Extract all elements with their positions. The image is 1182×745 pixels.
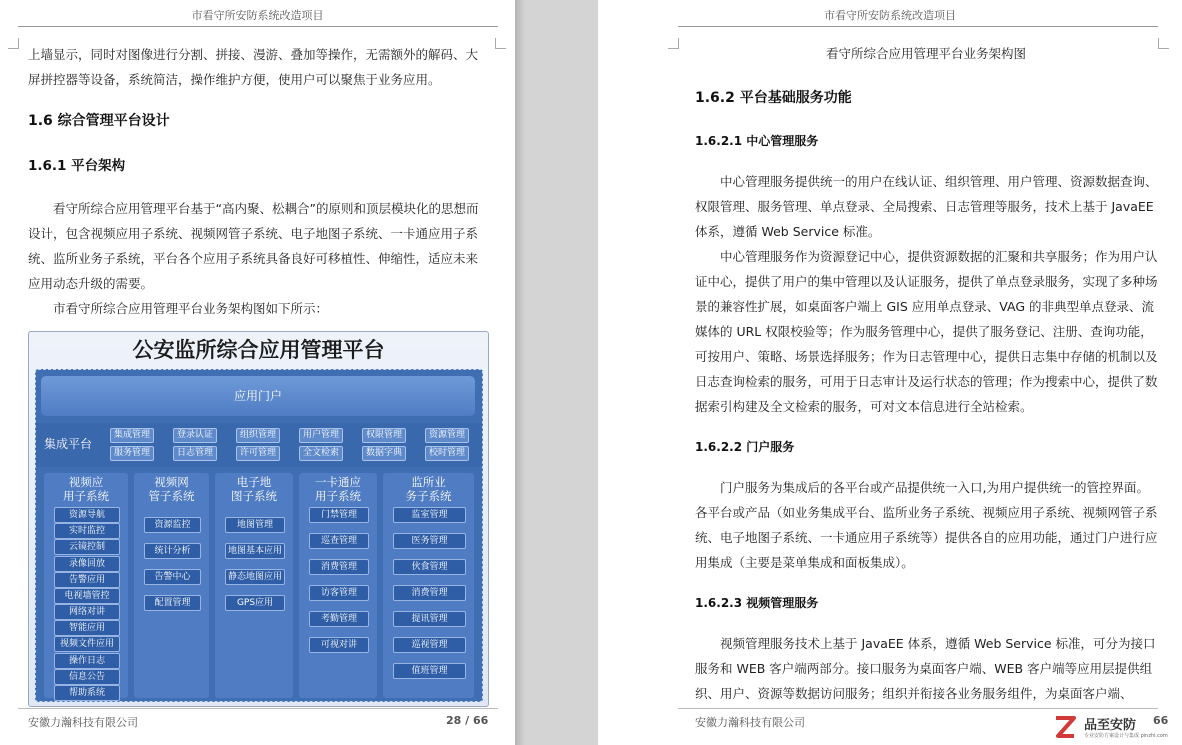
integration-item: 组织管理 [236,428,280,443]
paragraph-architecture: 看守所综合应用管理平台基于“高内聚、松耦合”的原则和顶层模块化的思想而设计，包含视频应用子系统、视频网管子系统、电子地图子系统、一卡通应用子系统、监所业务子系统，平台各个应用子系统具备良好可移植性、伸缩性，适应未来应用动态升级的需要。 [28,201,479,291]
subsystem-item: 网络对讲 [54,604,120,620]
subsystem-title: 监所业 务子系统 [405,475,452,503]
subsystem-item: 配置管理 [144,595,201,611]
paragraph-video: 视频管理服务技术上基于 JavaEE 体系，遵循 Web Service 标准，可分为接口服务和 WEB 客户端两部分。接口服务为桌面客户端、WEB 客户端等应用层提供组织、用户、资源等数据访问服务；组织并衔接各业务服务组件，为桌面客户端、 [695,636,1156,701]
subsystem-item: 可视对讲 [309,637,369,653]
subsystem-item: 监室管理 [393,507,466,523]
integration-item: 许可管理 [236,446,280,461]
subsystem-item: 录像回放 [54,556,120,572]
diagram-body [35,369,483,702]
subsystem-item: 统计分析 [144,543,201,559]
subsystem-item: GPS应用 [225,595,285,611]
subsystem-column [134,473,209,698]
footer-company: 安徽力瀚科技有限公司 [695,716,805,729]
footer-rule [18,708,498,709]
subsystem-item: 消费管理 [393,585,466,601]
integration-item: 用户管理 [299,428,343,443]
page-header: 市看守所安防系统改造项目 [824,9,956,22]
integration-item: 数据字典 [362,446,406,461]
page-gutter [515,0,598,745]
integration-layer [36,423,482,467]
subsystem-item: 值班管理 [393,663,466,679]
crop-mark [1158,38,1169,49]
crop-mark [668,38,679,49]
subsystem-title: 视频网 管子系统 [148,475,195,503]
figure-caption: 看守所综合应用管理平台业务架构图 [825,46,1026,61]
watermark-subtitle: 专业安防方案设计与集成 pinzhi.com [1084,733,1168,739]
subsystem-column [383,473,474,698]
document-page-left [0,0,515,745]
subsystem-item: 信息公告 [54,669,120,685]
heading-1-6-2-3: 1.6.2.3 视频管理服务 [695,596,819,610]
subsystem-item: 访客管理 [309,585,369,601]
subsystem-item: 智能应用 [54,620,120,636]
watermark [1052,712,1178,744]
header-rule [18,26,498,27]
header-rule [678,26,1158,27]
paragraph-center-1: 中心管理服务提供统一的用户在线认证、组织管理、用户管理、资源数据查询、权限管理、服务管理、单点登录、全局搜索、日志管理等服务，技术上基于 JavaEE 体系，遵循 Web Service 标准。 [695,174,1158,239]
crop-mark [495,38,506,49]
integration-item: 集成管理 [110,428,154,443]
integration-item: 资源管理 [425,428,469,443]
subsystem-title: 电子地 图子系统 [231,475,277,503]
diagram-title: 公安监所综合应用管理平台 [132,338,385,362]
paragraph-portal: 门户服务为集成后的各平台或产品提供统一入口,为用户提供统一的管控界面。各平台或产品（如业务集成平台、监所业务子系统、视频应用子系统、视频网管子系统、电子地图子系统、一卡通应用子系统等）提供各自的应用功能，通过门户进行应用集成（主要是菜单集成和面板集成）。 [695,480,1158,570]
heading-1-6-2-2: 1.6.2.2 门户服务 [695,440,795,454]
subsystem-item: 操作日志 [54,653,120,669]
footer-company: 安徽力瀚科技有限公司 [28,716,138,729]
page-number: 28 / 66 [446,714,489,727]
heading-1-6-2: 1.6.2 平台基础服务功能 [695,90,852,106]
subsystem-item: 医务管理 [393,533,466,549]
integration-item: 服务管理 [110,446,154,461]
subsystem-item: 伙食管理 [393,559,466,575]
subsystem-column [299,473,377,698]
subsystem-item: 帮助系统 [54,685,120,701]
integration-item: 日志管理 [173,446,217,461]
footer-rule [678,708,1158,709]
gutter-shadow [515,0,525,745]
page-number: 66 [1153,714,1169,727]
subsystem-item: 消费管理 [309,559,369,575]
subsystem-item: 告警应用 [54,572,120,588]
heading-1-6: 1.6 综合管理平台设计 [28,113,170,129]
integration-item: 登录认证 [173,428,217,443]
subsystem-item: 实时监控 [54,523,120,539]
subsystem-title: 一卡通应 用子系统 [315,475,361,503]
watermark-name: 品至安防 [1084,718,1137,733]
paragraph-figure-intro: 市看守所综合应用管理平台业务架构图如下所示： [53,301,329,316]
subsystem-item: 电视墙管控 [54,588,120,604]
subsystem-item: 考勤管理 [309,611,369,627]
paragraph-intro: 上墙显示，同时对图像进行分割、拼接、漫游、叠加等操作，无需额外的解码、大屏拼控器等设备，系统简洁，操作维护方便，使用户可以聚焦于业务应用。 [28,47,479,87]
subsystem-item: 云镜控制 [54,539,120,555]
subsystem-item: 提讯管理 [393,611,466,627]
subsystem-item: 资源导航 [54,507,120,523]
crop-mark [8,38,19,49]
subsystem-column [215,473,293,698]
subsystem-item: 巡查管理 [309,533,369,549]
subsystem-title: 视频应 用子系统 [63,475,109,503]
document-page-right [598,0,1182,745]
watermark-logo-icon [1052,714,1078,740]
heading-1-6-1: 1.6.1 平台架构 [28,158,126,174]
integration-item: 全文检索 [299,446,343,461]
subsystem-item: 告警中心 [144,569,201,585]
subsystem-item: 地图管理 [225,517,285,533]
architecture-diagram [28,331,489,707]
paragraph-center-2: 中心管理服务作为资源登记中心，提供资源数据的汇聚和共享服务；作为用户认证中心，提供了用户的集中管理以及认证服务，提供了单点登录服务，实现了多种场景的兼容性扩展，如桌面客户端上 GIS 应用单点登录、VAG 的非典型单点登录、流媒体的 URL 权限校验等；作为服务管理中心，提供了服务登记、注册、查询功能，可按用户、策略、场景选择服务；作为日志管理中心，提供日志集中存储的机制以及日志查询检索的服务，可用于日志审计及运行状态的管理；作为搜索中心，提供了数据索引构建及全文检索的服务，可对文本信息进行全站检索。 [695,249,1158,414]
subsystem-item: 地图基本应用 [225,543,285,559]
subsystem-item: 视频文件应用 [54,636,120,652]
integration-item: 权限管理 [362,428,406,443]
integration-label: 集成平台 [44,437,93,451]
page-header: 市看守所安防系统改造项目 [191,9,324,22]
subsystem-item: 巡视管理 [393,637,466,653]
subsystem-column [44,473,128,698]
subsystem-item: 门禁管理 [309,507,369,523]
subsystem-item: 静态地图应用 [225,569,285,585]
portal-layer: 应用门户 [41,376,475,416]
heading-1-6-2-1: 1.6.2.1 中心管理服务 [695,134,819,148]
subsystem-item: 资源监控 [144,517,201,533]
integration-item: 校时管理 [425,446,469,461]
